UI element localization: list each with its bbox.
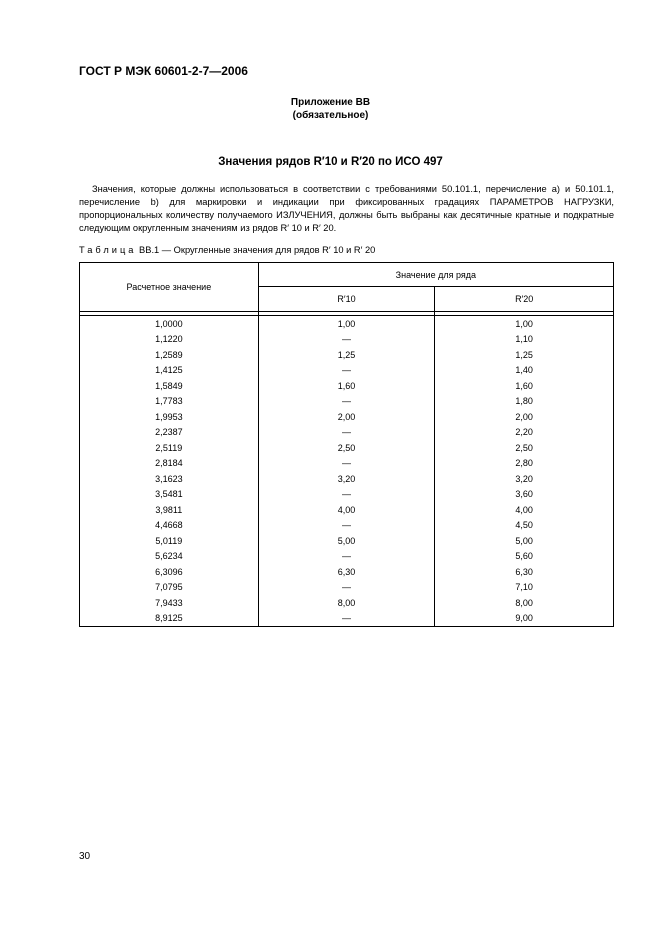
table-row: [80, 363, 614, 379]
table-row: [80, 533, 614, 549]
cell-calc: 7,9433: [80, 595, 259, 611]
table-row: [80, 378, 614, 394]
cell-r10: —: [258, 611, 435, 627]
table-row: [80, 347, 614, 363]
cell-r20: 1,60: [435, 378, 614, 394]
table-row: [80, 611, 614, 627]
table-row: [80, 425, 614, 441]
table-row: [80, 456, 614, 472]
cell-r10: 3,20: [258, 471, 435, 487]
header-r20: R′20: [435, 287, 614, 312]
cell-r10: 2,50: [258, 440, 435, 456]
cell-r20: 5,60: [435, 549, 614, 565]
cell-r10: 6,30: [258, 564, 435, 580]
cell-calc: 4,4668: [80, 518, 259, 534]
table-row: [80, 471, 614, 487]
table-row: [80, 316, 614, 332]
cell-r20: 6,30: [435, 564, 614, 580]
cell-calc: 3,9811: [80, 502, 259, 518]
header-r10: R′10: [258, 287, 435, 312]
cell-r20: 1,00: [435, 316, 614, 332]
table-row: [80, 518, 614, 534]
cell-r10: —: [258, 518, 435, 534]
header-calculated: Расчетное значение: [80, 263, 259, 312]
table-row: [80, 487, 614, 503]
cell-calc: 8,9125: [80, 611, 259, 627]
cell-r10: —: [258, 332, 435, 348]
table-row: [80, 564, 614, 580]
table-caption: [79, 245, 375, 255]
cell-calc: 3,1623: [80, 471, 259, 487]
cell-calc: 1,0000: [80, 316, 259, 332]
cell-r10: 1,25: [258, 347, 435, 363]
cell-r20: 2,00: [435, 409, 614, 425]
cell-r10: 5,00: [258, 533, 435, 549]
cell-calc: 6,3096: [80, 564, 259, 580]
cell-r20: 2,50: [435, 440, 614, 456]
table-body: [80, 316, 614, 627]
cell-calc: 1,4125: [80, 363, 259, 379]
annex-status: (обязательное): [292, 110, 369, 121]
table-caption-text: ВВ.1 — Округленные значения для рядов R′ 10 и R′ 20: [139, 245, 376, 255]
section-title: Значения рядов R′10 и R′20 по ИСО 497: [218, 156, 443, 168]
cell-calc: 1,7783: [80, 394, 259, 410]
cell-r20: 4,00: [435, 502, 614, 518]
cell-r10: —: [258, 549, 435, 565]
table-row: [80, 409, 614, 425]
cell-r20: 7,10: [435, 580, 614, 596]
cell-calc: 2,2387: [80, 425, 259, 441]
cell-r20: 1,10: [435, 332, 614, 348]
cell-r10: 2,00: [258, 409, 435, 425]
cell-calc: 7,0795: [80, 580, 259, 596]
cell-calc: 5,0119: [80, 533, 259, 549]
cell-calc: 1,5849: [80, 378, 259, 394]
cell-r20: 2,80: [435, 456, 614, 472]
table-row: [80, 595, 614, 611]
cell-r10: 8,00: [258, 595, 435, 611]
cell-r20: 1,25: [435, 347, 614, 363]
table-row: [80, 580, 614, 596]
cell-r20: 1,40: [435, 363, 614, 379]
cell-r20: 9,00: [435, 611, 614, 627]
table-row: [80, 440, 614, 456]
cell-calc: 1,9953: [80, 409, 259, 425]
cell-r20: 8,00: [435, 595, 614, 611]
annex-title: Приложение ВВ: [290, 97, 371, 108]
cell-calc: 5,6234: [80, 549, 259, 565]
page-number: 30: [79, 851, 91, 862]
table-row: [80, 394, 614, 410]
table-row: [80, 549, 614, 565]
cell-r10: —: [258, 487, 435, 503]
cell-r20: 5,00: [435, 533, 614, 549]
standard-code: ГОСТ Р МЭК 60601-2-7—2006: [79, 64, 248, 78]
cell-r10: —: [258, 580, 435, 596]
cell-r20: 3,20: [435, 471, 614, 487]
cell-r10: —: [258, 394, 435, 410]
body-paragraph: Значения, которые должны использоваться в соответствии с требованиями 50.101.1, перечисление а) и 50.101.1, перечисление b) для маркировки и индикации при фиксированных градациях ПАРАМЕТРОВ НАГРУЗКИ, пропорциональных количеству получаемого ИЗЛУЧЕНИЯ, должны быть выбраны как десятичные кратные и подкратные следующим округленным значениям из рядов R′ 10 и R′ 20.: [79, 184, 614, 233]
cell-calc: 2,5119: [80, 440, 259, 456]
cell-calc: 3,5481: [80, 487, 259, 503]
cell-r20: 3,60: [435, 487, 614, 503]
table-caption-label: Таблица: [79, 245, 137, 255]
cell-r10: 1,00: [258, 316, 435, 332]
cell-r10: —: [258, 363, 435, 379]
cell-r20: 2,20: [435, 425, 614, 441]
header-series-value: Значение для ряда: [258, 263, 613, 287]
cell-r10: 1,60: [258, 378, 435, 394]
cell-r20: 1,80: [435, 394, 614, 410]
values-table: [79, 262, 614, 627]
cell-r20: 4,50: [435, 518, 614, 534]
cell-r10: 4,00: [258, 502, 435, 518]
table-row: [80, 502, 614, 518]
cell-r10: —: [258, 425, 435, 441]
cell-calc: 1,2589: [80, 347, 259, 363]
cell-calc: 1,1220: [80, 332, 259, 348]
table-row: [80, 332, 614, 348]
cell-r10: —: [258, 456, 435, 472]
cell-calc: 2,8184: [80, 456, 259, 472]
